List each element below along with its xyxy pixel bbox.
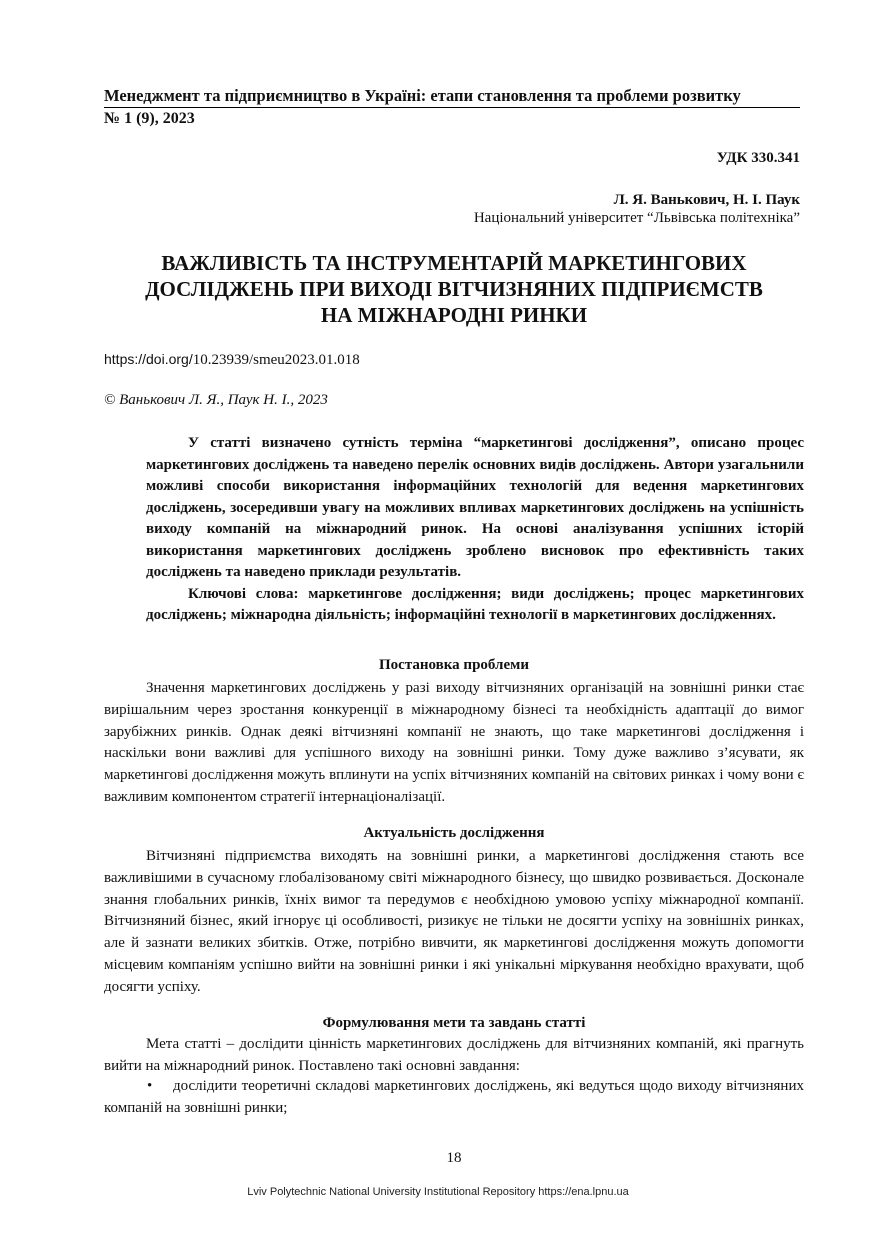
section-text-problem	[104, 678, 804, 809]
issue-number: № 1 (9), 2023	[104, 110, 195, 127]
authors: Л. Я. Ванькович, Н. І. Паук	[613, 192, 800, 208]
doi-prefix[interactable]: https://doi.org/	[104, 351, 193, 367]
abstract-text: У статті визначено сутність терміна “маркетингові дослідження”, описано процес маркетингових досліджень та наведено перелік основних видів досліджень. Автори узагальнили можливі способи використання інформаційних технологій для ведення маркетингових досліджень, зосередивши увагу на можливих впливах маркетингових досліджень на успішність виходу компаній на міжнародний ринок. На основі аналізування успішних історій використання маркетингових досліджень зроблено висновок про ефективність таких досліджень та наведено приклади результатів.	[146, 435, 804, 580]
doi-link[interactable]	[104, 351, 360, 369]
abstract	[146, 433, 804, 627]
section-text-relevance	[104, 846, 804, 999]
udk-code: УДК 330.341	[716, 150, 800, 166]
bullet-icon: •	[147, 1078, 153, 1094]
journal-title: Менеджмент та підприємництво в Україні: етапи становлення та проблеми розвитку	[104, 86, 800, 108]
keywords: Ключові слова: маркетингове дослідження; види досліджень; процес маркетингових досліджень; міжнародна діяльність; інформаційні технології в маркетингових дослідженнях.	[146, 585, 804, 623]
title-line: НА МІЖНАРОДНІ РИНКИ	[320, 303, 588, 327]
section-heading-goal: Формулювання мети та завдань статті	[322, 1015, 586, 1031]
list-item	[104, 1076, 804, 1120]
doi-id[interactable]: 10.23939/smeu2023.01.018	[192, 352, 360, 368]
page-number: 18	[446, 1150, 462, 1166]
article-title	[104, 250, 804, 328]
title-line: ВАЖЛИВІСТЬ ТА ІНСТРУМЕНТАРІЙ МАРКЕТИНГОВИХ	[161, 251, 747, 275]
paragraph: Значення маркетингових досліджень у разі виходу вітчизняних організацій на зовнішні ринки стає вирішальним через зростання конкуренції в міжнародному бізнесі та необхідність адаптації до вимог зарубіжних ринків. Однак деякі вітчизняні компанії не знають, що таке маркетингові дослідження і наскільки вони важливі для успішного виходу на зовнішні ринки. Тому дуже важливо з’ясувати, як маркетингові дослідження можуть вплинути на успіх вітчизняних компаній на світових ринках і чому вони є важливим компонентом стратегії інтернаціоналізації.	[104, 680, 804, 805]
copyright: © Ванькович Л. Я., Паук Н. І., 2023	[104, 392, 328, 408]
title-line: ДОСЛІДЖЕНЬ ПРИ ВИХОДІ ВІТЧИЗНЯНИХ ПІДПРИЄМСТВ	[145, 277, 763, 301]
paragraph: Вітчизняні підприємства виходять на зовнішні ринки, а маркетингові дослідження стають все важливішими в сучасному глобалізованому світі міжнародного бізнесу, що швидко розвивається. Досконале знання глобальних ринків, їхніх вимог та передумов є необхідною умовою успіху міжнародної компанії. Вітчизняний бізнес, який ігнорує ці особливості, ризикує не тільки не досягти успіху на зовнішніх ринках, але й зазнати великих збитків. Отже, потрібно вивчити, як маркетингові дослідження можуть допомогти місцевим компаніям успішно вийти на зовнішні ринки і які унікальні міркування необхідно врахувати, щоб досягти успіху.	[104, 848, 804, 995]
list-item-text: дослідити теоретичні складові маркетингових досліджень, які ведуться щодо виходу вітчизняних компаній на зовнішні ринки;	[104, 1078, 804, 1116]
repository-footer: Lviv Polytechnic National University Institutional Repository https://ena.lpnu.ua	[247, 1186, 629, 1198]
paragraph: Мета статті – дослідити цінність маркетингових досліджень для вітчизняних компаній, які прагнуть вийти на міжнародний ринок. Поставлено такі основні завдання:	[104, 1036, 804, 1074]
section-heading-problem: Постановка проблеми	[379, 657, 529, 673]
section-text-goal	[104, 1034, 804, 1078]
section-heading-relevance: Актуальність дослідження	[363, 825, 545, 841]
affiliation: Національний університет “Львівська політехніка”	[473, 210, 800, 226]
